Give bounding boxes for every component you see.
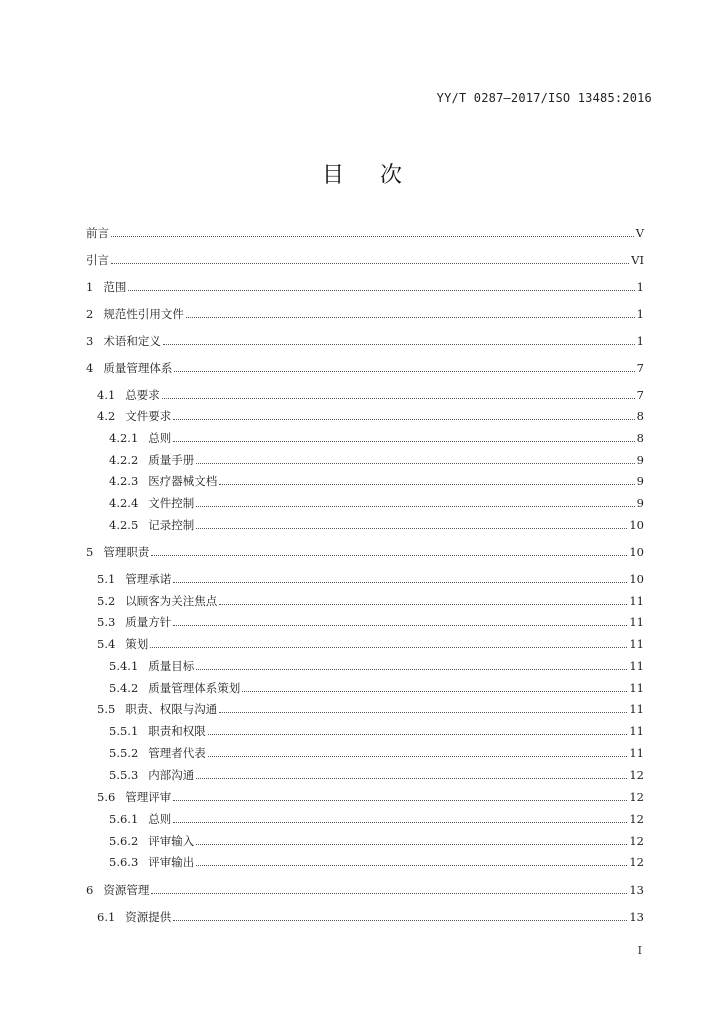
page-number: I — [637, 944, 642, 957]
toc-entry-number: 6.1 — [97, 910, 116, 924]
dot-leader — [173, 419, 634, 420]
toc-entry — [86, 249, 644, 267]
toc-entry-page: 12 — [629, 790, 644, 804]
toc-entry — [97, 384, 644, 402]
title-char-1: 目 — [321, 163, 344, 188]
toc-entry-title: 医疗器械文档 — [148, 474, 218, 488]
dot-leader — [150, 647, 627, 648]
toc-entry-page: 9 — [636, 496, 644, 510]
toc-entry-number: 4.2.5 — [109, 518, 139, 532]
toc-entry-title: 引言 — [86, 253, 109, 267]
toc-entry-page: 11 — [629, 746, 644, 760]
toc-entry-title: 内部沟通 — [148, 768, 195, 782]
toc-entry-page: 10 — [629, 572, 644, 586]
toc-entry-number: 4.2.3 — [109, 474, 139, 488]
toc-entry-page: 11 — [629, 702, 644, 716]
toc-entry-page: 12 — [629, 834, 644, 848]
toc-entry-number: 5.6 — [97, 790, 116, 804]
toc-entry-title: 评审输出 — [148, 855, 195, 869]
toc-entry-number: 5 — [86, 545, 94, 559]
dot-leader — [111, 263, 629, 264]
toc-entry-page: 9 — [636, 453, 644, 467]
toc-entry — [109, 427, 644, 445]
page-title — [0, 158, 724, 189]
dot-leader — [196, 669, 627, 670]
toc-entry-title: 质量手册 — [148, 453, 195, 467]
toc-entry-title: 职责和权限 — [148, 724, 206, 738]
dot-leader — [208, 734, 628, 735]
toc-entry-page: 10 — [629, 518, 644, 532]
toc-entry — [109, 808, 644, 826]
toc-entry — [86, 879, 644, 897]
toc-entry-number: 5.2 — [97, 594, 116, 608]
toc-entry-page: 1 — [636, 280, 644, 294]
toc-entry-number: 2 — [86, 307, 94, 321]
toc-entry — [97, 568, 644, 586]
toc-entry — [86, 541, 644, 559]
dot-leader — [173, 800, 627, 801]
toc-entry-page: 8 — [636, 409, 644, 423]
toc-entry-title: 前言 — [86, 226, 109, 240]
toc-entry-title: 范围 — [103, 280, 127, 294]
toc-entry-number: 1 — [86, 280, 94, 294]
toc-entry — [109, 720, 644, 738]
toc-entry-number: 5.6.2 — [109, 834, 139, 848]
dot-leader — [196, 844, 627, 845]
toc-entry-page: VI — [631, 253, 644, 267]
toc-entry — [109, 449, 644, 467]
toc-entry — [97, 633, 644, 651]
toc-entry-page: 11 — [629, 594, 644, 608]
toc-entry-title: 资源管理 — [103, 883, 150, 897]
toc-entry — [109, 830, 644, 848]
toc-entry-title: 文件要求 — [125, 409, 172, 423]
toc-entry-page: V — [635, 226, 644, 240]
dot-leader — [242, 691, 627, 692]
toc-entry — [86, 222, 644, 240]
toc-entry-page: 1 — [636, 307, 644, 321]
toc-entry-number: 5.5.2 — [109, 746, 139, 760]
toc-entry-number: 5.5.1 — [109, 724, 139, 738]
toc-entry-page: 11 — [629, 637, 644, 651]
toc-entry-number: 4 — [86, 361, 94, 375]
toc-entry-page: 13 — [629, 883, 644, 897]
toc-entry-page: 12 — [629, 812, 644, 826]
dot-leader — [196, 778, 627, 779]
dot-leader — [163, 344, 635, 345]
title-char-2: 次 — [380, 163, 403, 188]
dot-leader — [208, 756, 628, 757]
toc-entry-page: 7 — [636, 361, 644, 375]
toc-entry-number: 4.2 — [97, 409, 116, 423]
dot-leader — [162, 398, 635, 399]
toc-entry-page: 8 — [636, 431, 644, 445]
toc-entry-title: 规范性引用文件 — [103, 307, 184, 321]
toc-entry-number: 5.1 — [97, 572, 116, 586]
toc-entry — [109, 492, 644, 510]
standard-number: YY/T 0287—2017/ISO 13485:2016 — [436, 91, 652, 105]
toc-entry-number: 5.5 — [97, 702, 116, 716]
dot-leader — [219, 604, 627, 605]
dot-leader — [151, 893, 627, 894]
toc-entry — [86, 357, 644, 375]
toc-entry-number: 4.2.4 — [109, 496, 139, 510]
toc-entry — [97, 590, 644, 608]
toc-entry — [86, 330, 644, 348]
toc-entry-number: 3 — [86, 334, 94, 348]
toc-entry-page: 9 — [636, 474, 644, 488]
toc-entry-number: 5.4.1 — [109, 659, 139, 673]
toc-entry-title: 总则 — [148, 812, 172, 826]
toc-entry-number: 5.5.3 — [109, 768, 139, 782]
dot-leader — [173, 625, 627, 626]
dot-leader — [196, 506, 634, 507]
toc-entry-page: 11 — [629, 659, 644, 673]
toc-entry-title: 总要求 — [125, 388, 160, 402]
toc-entry-number: 5.4 — [97, 637, 116, 651]
toc-entry-page: 11 — [629, 681, 644, 695]
toc-entry-title: 质量目标 — [148, 659, 195, 673]
dot-leader — [151, 555, 627, 556]
dot-leader — [174, 371, 634, 372]
toc-entry-title: 质量管理体系 — [103, 361, 173, 375]
toc-entry — [86, 276, 644, 294]
toc-entry-page: 11 — [629, 724, 644, 738]
toc-entry-number: 5.3 — [97, 615, 116, 629]
toc-entry-number: 4.1 — [97, 388, 116, 402]
toc-entry-title: 以顾客为关注焦点 — [125, 594, 218, 608]
toc-entry-page: 1 — [636, 334, 644, 348]
toc-entry-title: 评审输入 — [148, 834, 195, 848]
toc-entry — [97, 611, 644, 629]
toc-entry-page: 10 — [629, 545, 644, 559]
toc-entry-page: 12 — [629, 768, 644, 782]
toc-entry — [109, 764, 644, 782]
dot-leader — [128, 290, 634, 291]
toc-entry-number: 6 — [86, 883, 94, 897]
toc-entry-page: 11 — [629, 615, 644, 629]
toc-entry — [109, 655, 644, 673]
toc-entry-title: 管理职责 — [103, 545, 150, 559]
toc-entry-title: 管理评审 — [125, 790, 172, 804]
dot-leader — [173, 920, 627, 921]
dot-leader — [196, 463, 634, 464]
toc-entry-title: 术语和定义 — [103, 334, 161, 348]
toc-entry — [109, 470, 644, 488]
toc-entry-number: 5.6.1 — [109, 812, 139, 826]
toc-entry-title: 资源提供 — [125, 910, 172, 924]
toc-entry — [97, 906, 644, 924]
toc-entry-number: 5.4.2 — [109, 681, 139, 695]
dot-leader — [186, 317, 635, 318]
toc-entry-number: 4.2.1 — [109, 431, 139, 445]
toc-entry — [97, 786, 644, 804]
dot-leader — [173, 582, 627, 583]
toc-entry-number: 5.6.3 — [109, 855, 139, 869]
toc-entry — [109, 851, 644, 869]
toc-entry-number: 4.2.2 — [109, 453, 139, 467]
toc-entry — [97, 405, 644, 423]
toc-entry-title: 策划 — [125, 637, 149, 651]
toc-entry-page: 7 — [636, 388, 644, 402]
dot-leader — [196, 865, 627, 866]
toc-entry — [109, 742, 644, 760]
dot-leader — [173, 822, 627, 823]
dot-leader — [196, 528, 627, 529]
toc-entry-title: 记录控制 — [148, 518, 195, 532]
toc-entry-title: 总则 — [148, 431, 172, 445]
toc-entry-title: 管理承诺 — [125, 572, 172, 586]
dot-leader — [219, 484, 634, 485]
toc-entry-title: 文件控制 — [148, 496, 195, 510]
toc-entry-title: 质量方针 — [125, 615, 172, 629]
dot-leader — [111, 236, 634, 237]
toc-entry-page: 12 — [629, 855, 644, 869]
dot-leader — [173, 441, 634, 442]
toc-entry — [86, 303, 644, 321]
toc-entry-title: 管理者代表 — [148, 746, 206, 760]
toc-entry-title: 职责、权限与沟通 — [125, 702, 218, 716]
dot-leader — [219, 712, 627, 713]
toc-entry-title: 质量管理体系策划 — [148, 681, 241, 695]
toc-entry — [109, 677, 644, 695]
toc-entry-page: 13 — [629, 910, 644, 924]
toc-entry — [109, 514, 644, 532]
toc-entry — [97, 698, 644, 716]
